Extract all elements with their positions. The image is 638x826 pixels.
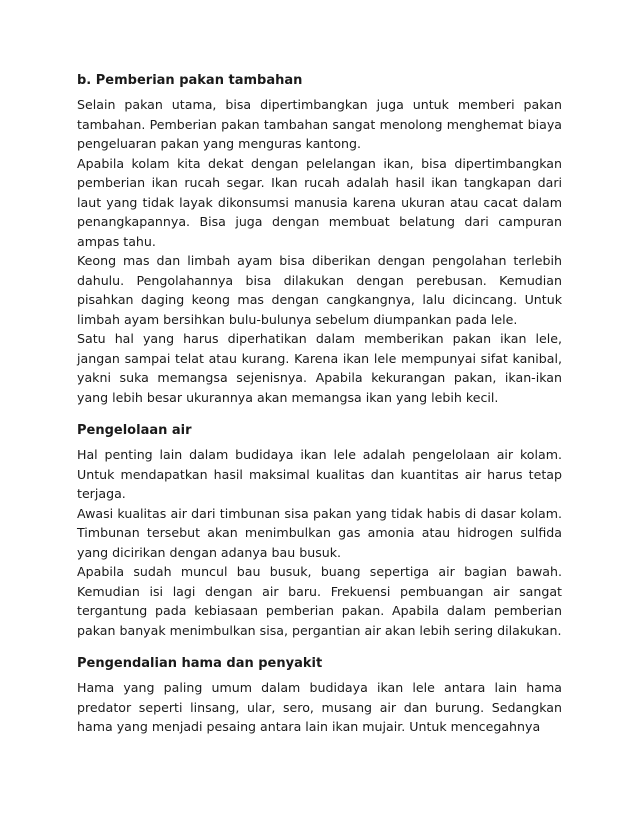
section-spacer [77,640,562,654]
paragraph: Selain pakan utama, bisa dipertimbangkan juga untuk memberi pakan tambahan. Pemberian pakan tambahan sangat menolong menghemat biaya pengeluaran pakan yang menguras kantong. [77,97,562,151]
section-heading: b. Pemberian pakan tambahan [77,73,303,88]
section-pakan-tambahan [77,71,562,407]
section-heading: Pengendalian hama dan penyakit [77,656,323,671]
document-body [77,71,562,737]
section-hama-penyakit [77,654,562,737]
section-pengelolaan-air [77,421,562,640]
paragraph: Apabila kolam kita dekat dengan pelelangan ikan, bisa dipertimbangkan pemberian ikan rucah segar. Ikan rucah adalah hasil ikan tangkapan dari laut yang tidak layak dikonsumsi manusia karena ukuran atau cacat dalam penangkapannya. Bisa juga dengan membuat belatung dari campuran ampas tahu. [77,155,562,249]
section-spacer [77,407,562,421]
paragraph: Apabila sudah muncul bau busuk, buang sepertiga air bagian bawah. Kemudian isi lagi dengan air baru. Frekuensi pembuangan air sangat tergantung pada kebiasaan pemberian pakan. Apabila dalam pemberian pakan banyak menimbulkan sisa, pergantian air akan lebih sering dilakukan. [77,564,562,638]
paragraph: Hal penting lain dalam budidaya ikan lele adalah pengelolaan air kolam. Untuk mendapatkan hasil maksimal kualitas dan kuantitas air harus tetap terjaga. [77,447,562,501]
paragraph: Keong mas dan limbah ayam bisa diberikan dengan pengolahan terlebih dahulu. Pengolahannya bisa dilakukan dengan perebusan. Kemudian pisahkan daging keong mas dengan cangkangnya, lalu dicincang. Untuk limbah ayam bersihkan bulu-bulunya sebelum diumpankan pada lele. [77,253,562,327]
paragraph: Satu hal yang harus diperhatikan dalam memberikan pakan ikan lele, jangan sampai telat atau kurang. Karena ikan lele mempunyai sifat kanibal, yakni suka memangsa sejenisnya. Apabila kekurangan pakan, ikan-ikan yang lebih besar ukurannya akan memangsa ikan yang lebih kecil. [77,331,562,405]
paragraph: Awasi kualitas air dari timbunan sisa pakan yang tidak habis di dasar kolam. Timbunan tersebut akan menimbulkan gas amonia atau hidrogen sulfida yang dicirikan dengan adanya bau busuk. [77,505,562,560]
paragraph: Hama yang paling umum dalam budidaya ikan lele antara lain hama predator seperti linsang, ular, sero, musang air dan burung. Sedangkan hama yang menjadi pesaing antara lain ikan mujair. Untuk mencegahnya [77,680,562,734]
section-heading: Pengelolaan air [77,423,192,438]
